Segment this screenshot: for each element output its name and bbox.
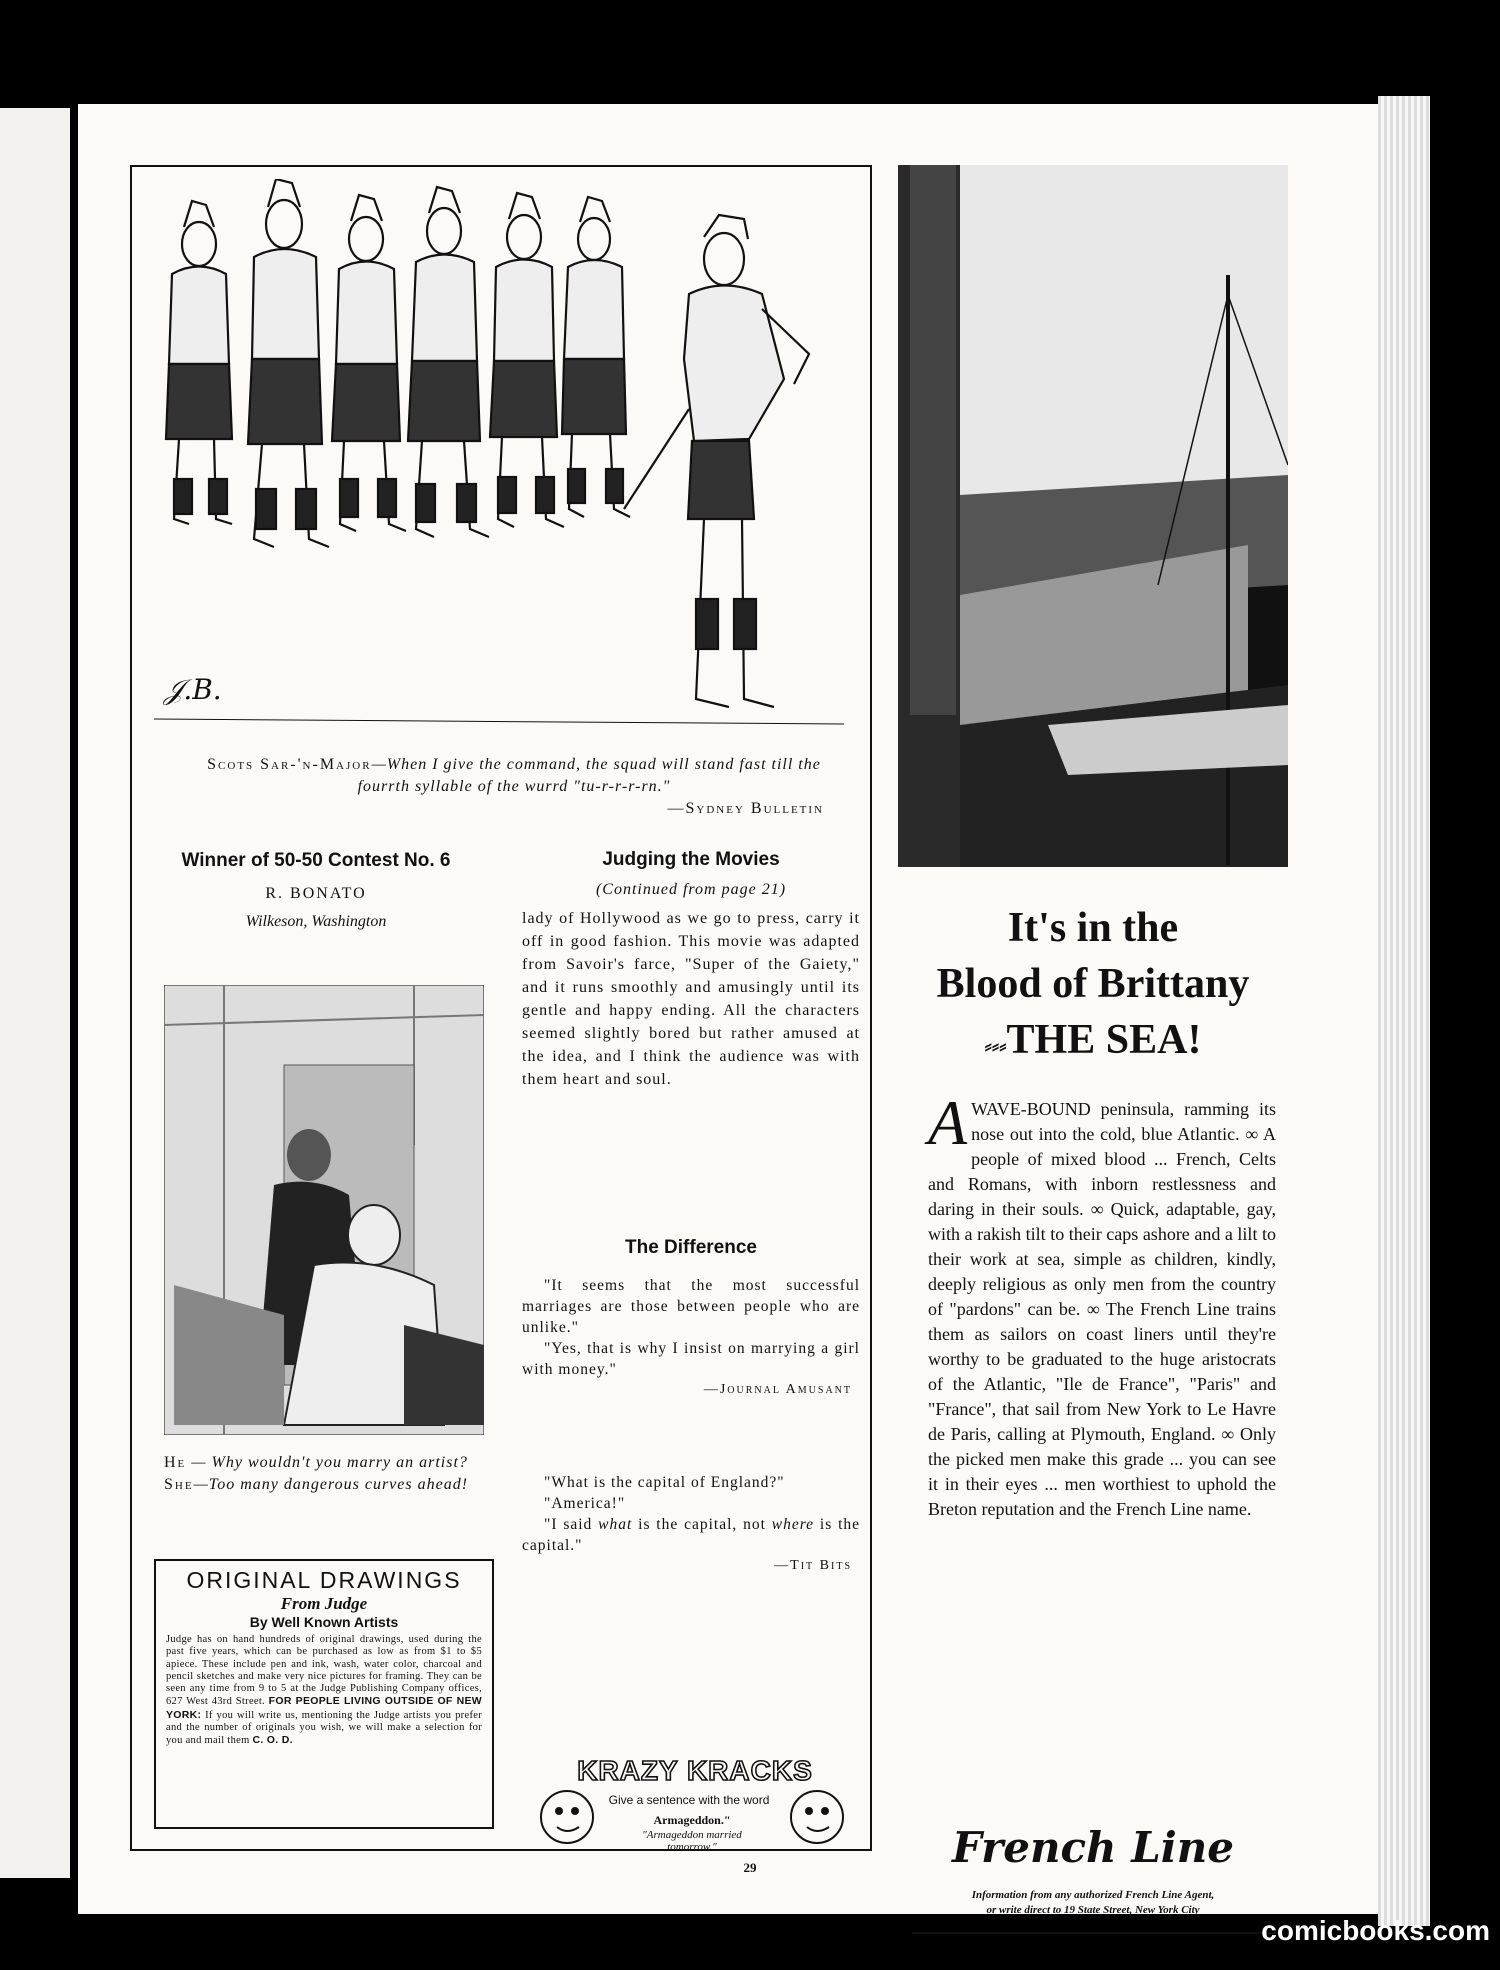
artist-illustration (164, 985, 484, 1435)
brittany-harbor-photo (898, 165, 1288, 867)
soldier-figure (332, 195, 406, 531)
soldier-figure (248, 179, 329, 547)
joke-quote: "Yes, that is why I insist on marrying a girl with money." (522, 1340, 860, 1378)
ad-body (928, 1087, 1276, 1522)
french-line-logo: French Line (952, 1823, 1234, 1872)
box-outside-label: FOR PEOPLE LIVING OUTSIDE OF NEW YORK: (166, 1695, 482, 1721)
soldier-figure (166, 201, 232, 524)
caption-speaker-he: He (164, 1454, 187, 1471)
joke-quote: "It seems that the most successful marriages are those between people who are unlike." (522, 1277, 860, 1336)
facing-page-edge (0, 108, 70, 1878)
headline-sea: THE SEA! (1006, 1017, 1202, 1063)
quote-part: is the capital, not (632, 1516, 772, 1533)
contest-title: Winner of 50-50 Contest No. 6 (181, 850, 451, 871)
footer-line-1: Information from any authorized French Line Agent, (971, 1889, 1215, 1901)
page-number: 29 (743, 1860, 757, 1875)
left-column (130, 165, 872, 1851)
joke-quote: "America!" (544, 1495, 626, 1512)
box-title: ORIGINAL DRAWINGS (186, 1567, 462, 1593)
ad-footer (898, 1888, 1288, 1918)
judging-movies-article (522, 849, 860, 1091)
box-outside-text: If you will write us, mentioning the Judge artists you prefer and the number of originals you wish, we will make a selection for you and mail them (166, 1709, 482, 1747)
box-body-text: Judge has on hand hundreds of original drawings, used during the past five years, which can be purchased as low as from $1 to $5 apiece. These include pen and ink, wash, water color, charcoal and pencil sketches and make very nice pictures for framing. They can be seen any time from 9 to 5 at the Judge Publishing Company offices, 627 West 43rd Street. (166, 1634, 482, 1708)
winner-name: R. BONATO (265, 885, 367, 902)
page-stack-edge (1378, 96, 1430, 1926)
original-drawings-box (154, 1559, 494, 1829)
krazy-kracks-panel (527, 1755, 857, 1853)
soldier-figure (490, 193, 564, 527)
quote-part: "I said (544, 1516, 599, 1533)
left-face-icon (541, 1791, 593, 1843)
krazy-kracks-answer: "Armageddon married tomorrow." (642, 1829, 742, 1853)
ad-headline (898, 900, 1288, 1074)
scots-squad-cartoon (144, 179, 856, 859)
box-body (166, 1634, 482, 1748)
cartoon-caption (204, 754, 824, 820)
box-subtitle: From Judge (280, 1594, 368, 1613)
joke-source: —Journal Amusant (703, 1382, 852, 1397)
headline-line-3 (898, 1012, 1288, 1074)
caption-speaker: Scots Sar-'n-Major (207, 756, 372, 773)
continued-note: (Continued from page 21) (595, 881, 787, 898)
ad-body-text: WAVE-BOUND peninsula, ramming its nose out into the cold, blue Atlantic. ∞ A people of mixed blood ... French, Celts and Romans, with inborn restlessness and daring in their souls. ∞ Quick, adaptable, gay, with a rakish tilt to their caps ashore and a lilt to their work at sea, simple as children, kindly, deeply religious as only men from the country of "pardons" can be. ∞ The French Line trains them as sailors on coast liners until they're worthy to be graduated to the huge aristocrats of the Atlantic, "Ile de France", "Paris" and "France", that sail from New York to Le Havre de Paris, calling at Plymouth, England. ∞ Only the picked men make this grade ... you can see it in their eyes ... men worthiest to uphold the Breton reputation and the French Line name. (928, 1099, 1276, 1519)
french-line-ad (898, 165, 1288, 1916)
krazy-kracks-prompt: Give a sentence with the word (608, 1793, 770, 1807)
krazy-kracks-title: KRAZY KRACKS (577, 1755, 813, 1786)
caption-speaker-she: She (164, 1476, 194, 1493)
winner-place: Wilkeson, Washington (245, 913, 387, 930)
drop-cap: A (928, 1087, 968, 1158)
joke-source: —Tit Bits (774, 1558, 852, 1573)
krazy-kracks-word: Armageddon." (653, 1813, 731, 1827)
caption-line-she: —Too many dangerous curves ahead! (193, 1476, 469, 1493)
box-cod: C. O. D. (252, 1734, 293, 1747)
caption-source: —Sydney Bulletin (667, 800, 824, 817)
box-byline: By Well Known Artists (249, 1614, 399, 1630)
joke-title: The Difference (625, 1237, 757, 1258)
right-face-icon (791, 1791, 843, 1843)
article-title: Judging the Movies (602, 849, 780, 870)
joke-quote: "What is the capital of England?" (544, 1474, 785, 1491)
contest-winner (144, 849, 488, 931)
svg-text:𝒥.B.: 𝒥.B. (164, 673, 222, 706)
joke-quote (522, 1514, 860, 1556)
article-body: lady of Hollywood as we go to press, carry it off in good fashion. This movie was adapted from Savoir's farce, "Super of the Gaiety," and it runs smoothly and amusingly until its gentle and happy ending. All the characters seemed slightly bored but rather amused at the idea, and I think the audience was with them heart and soul. (522, 910, 860, 1088)
site-watermark: comicbooks.com (1261, 1915, 1490, 1946)
caption-text: —When I give the command, the squad will stand fast till the fourrth syllable of the wurrd "tu-r-r-r-rn." (357, 756, 821, 795)
caption-line-he: — Why wouldn't you marry an artist? (186, 1454, 468, 1471)
quote-emphasis: what (598, 1516, 633, 1533)
sergeant-major-figure (624, 215, 809, 707)
footer-line-2: or write direct to 19 State Street, New York City (986, 1904, 1200, 1916)
soldier-figure (562, 197, 630, 517)
arrow-glyph-icon: ⸗⸗⸗ (984, 1033, 1007, 1058)
illustration-caption (164, 1452, 494, 1496)
quote-part: is the capital." (522, 1516, 861, 1554)
headline-line-2: Blood of Brittany (936, 961, 1250, 1007)
headline-line-1: It's in the (1007, 905, 1179, 951)
difference-joke (522, 1237, 860, 1398)
capital-joke (522, 1472, 860, 1574)
quote-emphasis: where (771, 1516, 815, 1533)
soldier-figure (408, 187, 489, 537)
